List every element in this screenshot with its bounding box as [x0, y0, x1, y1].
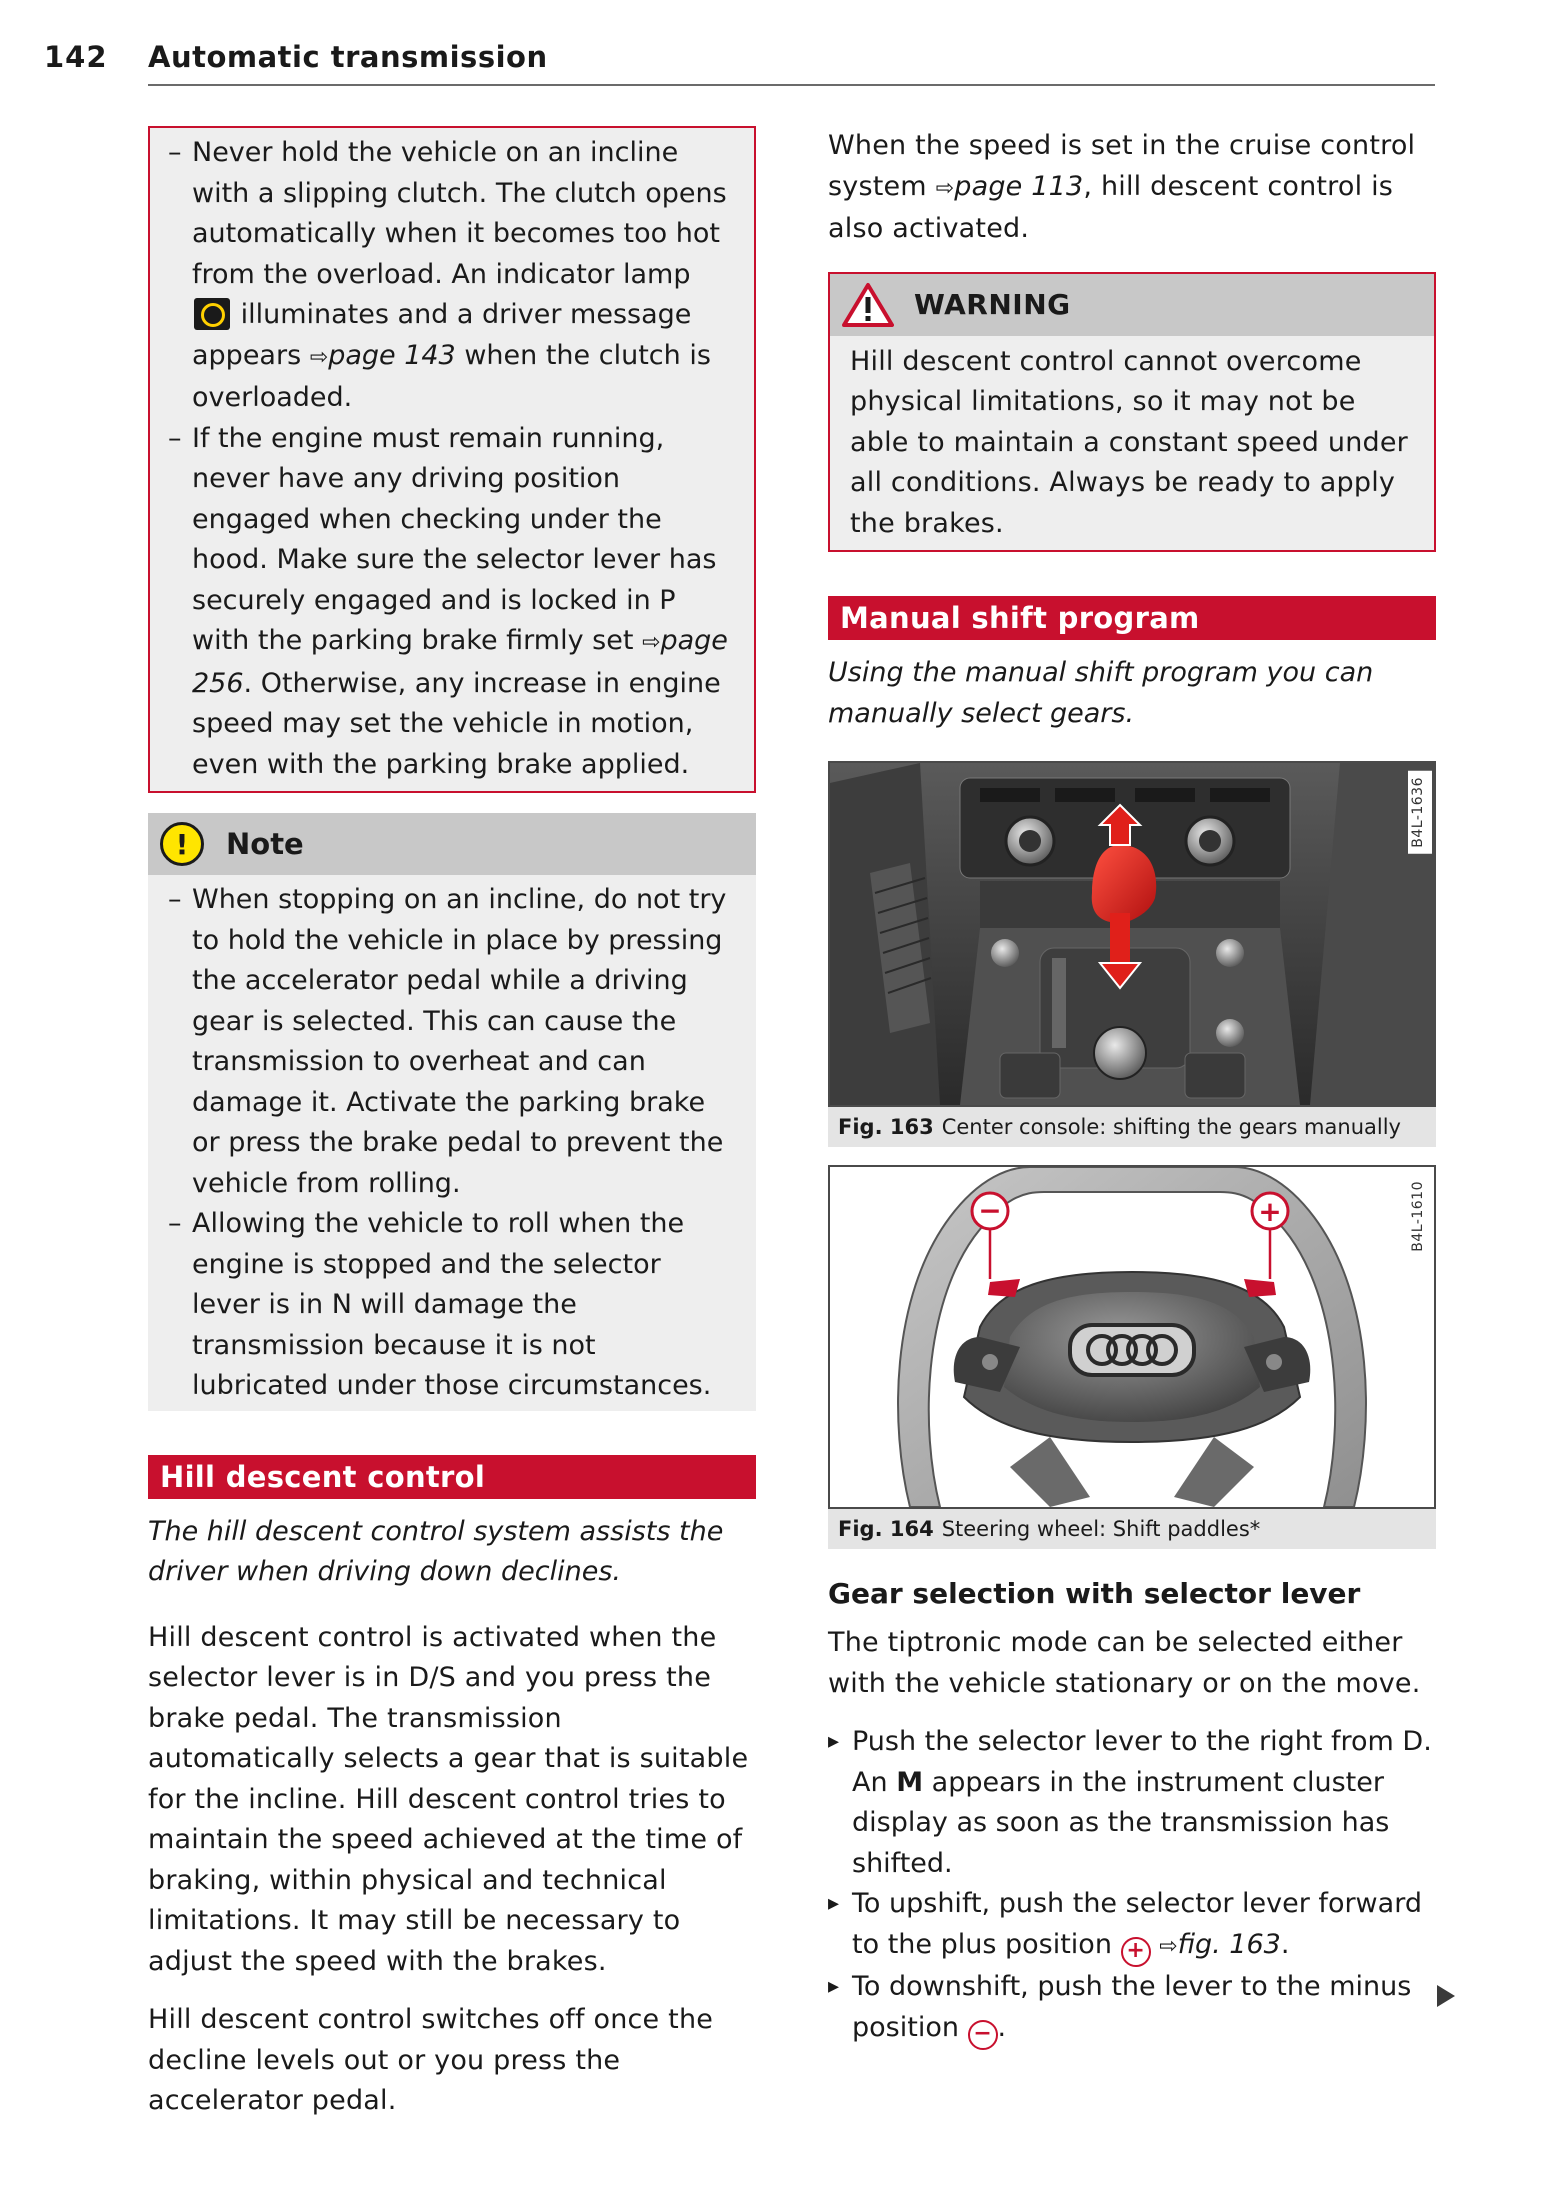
warning-body: Hill descent control cannot overcome physical limitations, so it may not be able to maintain a constant speed under all conditions. Always be ready to apply the brakes.: [850, 345, 1408, 539]
note-exclamation-icon: !: [160, 822, 204, 866]
list-item: – Allowing the vehicle to roll when the engine is stopped and the selector lever is in N will damage the transmission because it is not lubricated under those circumstances.: [168, 1204, 736, 1407]
list-item: – When stopping on an incline, do not try to hold the vehicle in place by pressing the accelerator pedal while a driving gear is selected. This can cause the transmission to overheat and can damage it. Activate the parking brake or press the brake pedal to prevent the vehicle from rolling.: [168, 880, 736, 1204]
cruise-text2: , hill descent control is also activated.: [828, 170, 1394, 244]
arrow-icon: ⇨: [642, 630, 661, 655]
paragraph: [828, 126, 1436, 250]
figure-163: [828, 761, 1436, 1147]
figure-number: Fig. 164: [838, 1517, 934, 1541]
step1-text2: appears in the instrument cluster display as soon as the transmission has shifted.: [852, 1766, 1390, 1879]
figure-caption-text: Steering wheel: Shift paddles*: [941, 1517, 1261, 1541]
section-heading-manual-shift: Manual shift program: [828, 596, 1436, 640]
figure-code: B4L-1636: [1408, 771, 1432, 854]
cruise-text1: When the speed is set in the cruise control system: [828, 130, 1416, 202]
note-box: [148, 813, 756, 1411]
arrow-icon: ⇨: [1159, 1933, 1178, 1959]
figure-code: B4L-1610: [1408, 1175, 1432, 1258]
page-reference-link[interactable]: page 143: [328, 339, 456, 371]
caution-item1-text1: Never hold the vehicle on an incline with a slipping clutch. The clutch opens automatically when it becomes too hot from the overload. An indicator lamp: [192, 137, 727, 290]
note-header: [148, 813, 756, 875]
caution-box: [148, 126, 756, 793]
subheading-gear-selection: Gear selection with selector lever: [828, 1577, 1361, 1610]
figure-number: Fig. 163: [838, 1115, 934, 1139]
step3-end: .: [997, 2011, 1007, 2043]
steering-wheel-illustration: [830, 1167, 1434, 1507]
figure-caption-text: Center console: shifting the gears manually: [941, 1115, 1401, 1139]
paragraph: Hill descent control is activated when the selector lever is in D/S and you press the brake pedal. The transmission automatically selects a gear that is suitable for the incline. Hill descent control tries to maintain the speed achieved at the time of braking, within physical and technical limitations. It may still be necessary to adjust the speed with the brakes.: [148, 1621, 749, 1977]
note-title: Note: [226, 827, 304, 861]
list-item: [168, 419, 736, 786]
center-console-image: [828, 761, 1436, 1107]
paragraph: Hill descent control switches off once the decline levels out or you press the accelerator pedal.: [148, 2004, 714, 2116]
figure-caption: [828, 1107, 1436, 1147]
warning-triangle-icon: [842, 282, 894, 328]
note-body: [148, 875, 756, 1411]
right-column: [828, 126, 1436, 2050]
minus-circle-icon: −: [968, 2020, 998, 2050]
warning-title: WARNING: [914, 288, 1071, 321]
caution-list: [168, 133, 736, 785]
plus-paddle-label: +: [1258, 1195, 1282, 1228]
page-reference-link[interactable]: page 256: [192, 625, 728, 699]
section-intro: Using the manual shift program you can manually select gears.: [828, 657, 1374, 729]
list-item: [168, 133, 736, 419]
step1-text1: Push the selector lever to the right from D. An: [852, 1726, 1432, 1798]
instruction-list: [828, 1722, 1436, 2050]
section-heading-hill-descent: Hill descent control: [148, 1455, 756, 1499]
step2-end: .: [1280, 1928, 1290, 1960]
warning-box: [828, 272, 1436, 553]
arrow-icon: ⇨: [935, 175, 955, 201]
chapter-title: Automatic transmission: [148, 40, 548, 74]
list-item: [828, 1967, 1436, 2050]
step1-bold: M: [896, 1766, 924, 1798]
continue-arrow-icon: [1437, 1985, 1455, 2007]
caution-item2-text2: . Otherwise, any increase in engine speed may set the vehicle in motion, even with the parking brake applied.: [192, 667, 721, 780]
warning-header: [830, 274, 1434, 336]
list-item: [828, 1722, 1436, 1884]
figure-caption: [828, 1509, 1436, 1549]
figure-reference-link[interactable]: fig. 163: [1177, 1928, 1281, 1960]
arrow-icon: ⇨: [309, 344, 329, 370]
left-column: [148, 126, 756, 2122]
plus-circle-icon: +: [1121, 1937, 1151, 1967]
step2-text: To upshift, push the selector lever forward to the plus position: [852, 1888, 1422, 1960]
paragraph: The tiptronic mode can be selected either with the vehicle stationary or on the move.: [828, 1627, 1421, 1699]
page-reference-link[interactable]: page 113: [954, 170, 1084, 202]
figure-164: [828, 1165, 1436, 1549]
step3-text: To downshift, push the lever to the minus position: [852, 1971, 1412, 2043]
caution-item2-text1: If the engine must remain running, never have any driving position engaged when checking under the hood. Make sure the selector lever has securely engaged and is locked in P with the parking brake firmly set: [192, 422, 717, 656]
page-number: 142: [44, 40, 108, 74]
section-intro: The hill descent control system assists the driver when driving down declines.: [148, 1515, 724, 1587]
caution-item1-text2: illuminates and a driver message appears: [192, 299, 692, 371]
list-item: [828, 1884, 1436, 1967]
steering-wheel-image: [828, 1165, 1436, 1509]
header-divider: [148, 84, 1435, 86]
caution-item1-text3: when the clutch is overloaded.: [192, 339, 711, 413]
center-console-illustration: [830, 763, 1434, 1105]
clutch-warning-lamp-icon: [194, 298, 230, 330]
minus-paddle-label: −: [978, 1194, 1002, 1227]
